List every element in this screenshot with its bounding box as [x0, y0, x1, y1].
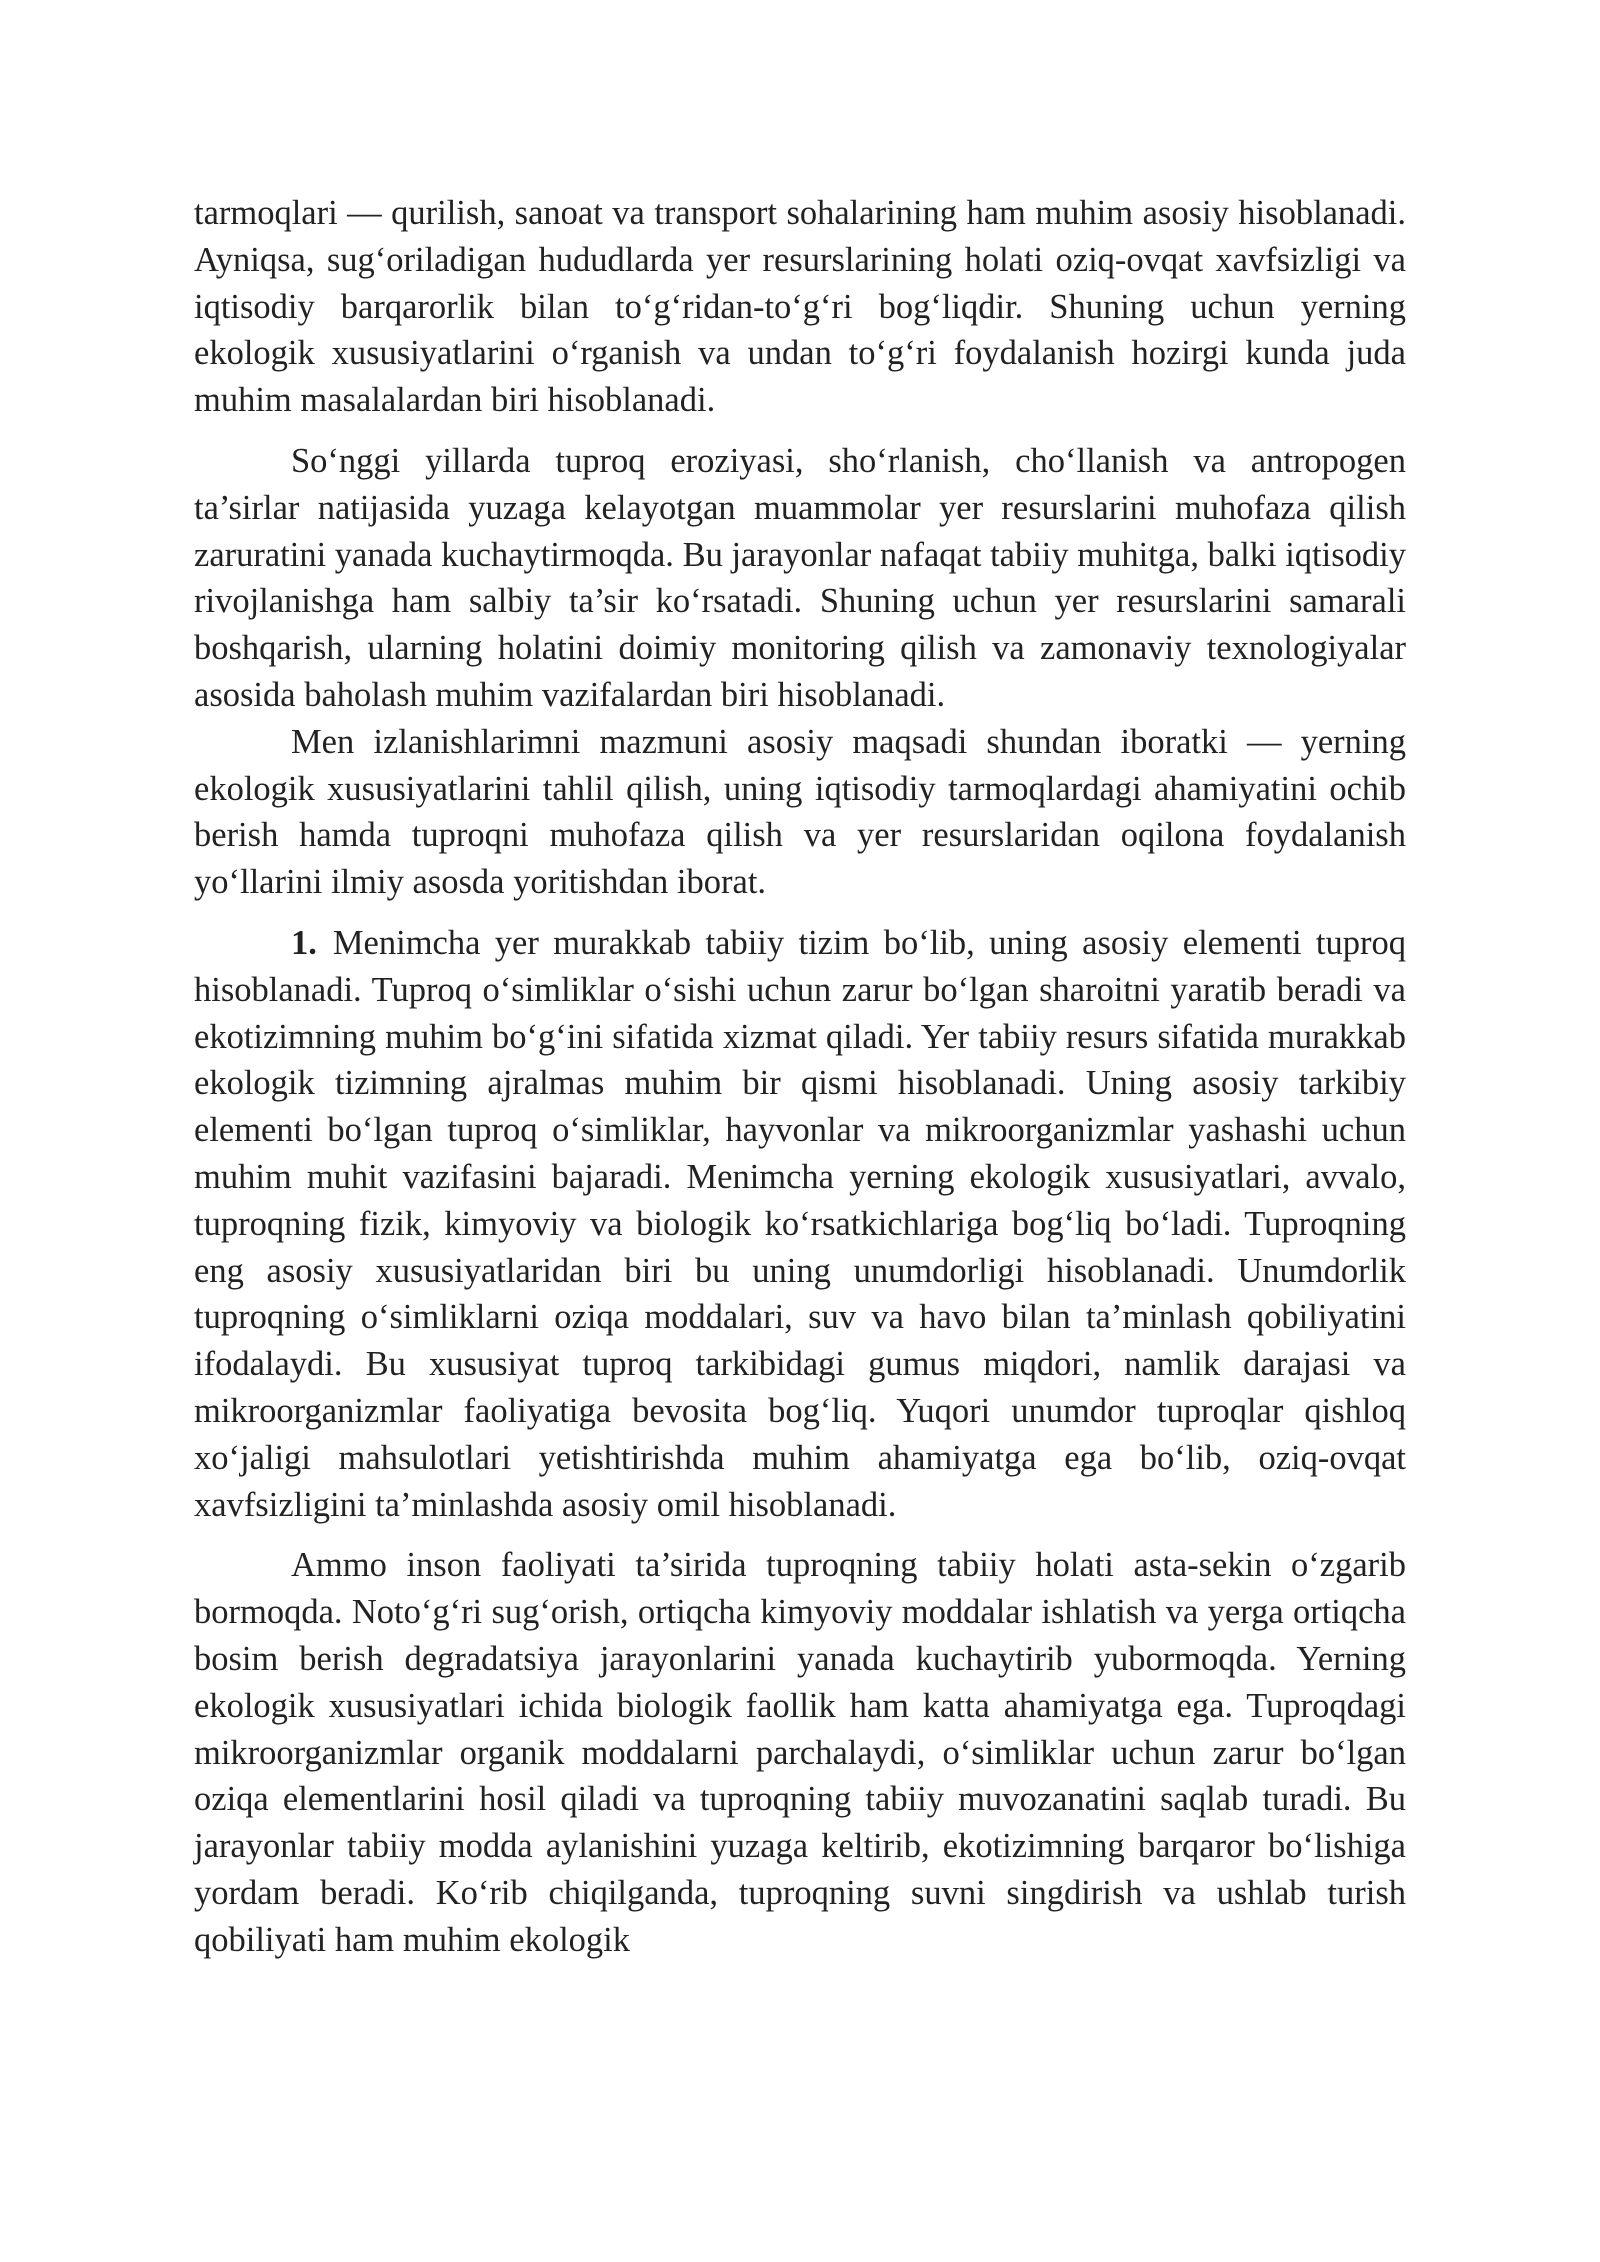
- paragraph-2: So‘nggi yillarda tuproq eroziyasi, sho‘rlanish, cho‘llanish va antropogen ta’sirlar natijasida yuzaga kelayotgan muammolar yer resurslarini muhofaza qilish zaruratini yanada kuchaytirmoqda. Bu jarayonlar nafaqat tabiiy muhitga, balki iqtisodiy rivojlanishga ham salbiy ta’sir ko‘rsatadi. Shuning uchun yer resurslarini samarali boshqarish, ularning holatini doimiy monitoring qilish va zamonaviy texnologiyalar asosida baholash muhim vazifalardan biri hisoblanadi.: [194, 441, 1406, 714]
- body-text: [194, 190, 1406, 1963]
- paragraph-3: Men izlanishlarimni mazmuni asosiy maqsadi shundan iboratki — yerning ekologik xususiyatlarini tahlil qilish, uning iqtisodiy tarmoqlardagi ahamiyatini ochib berish hamda tuproqni muhofaza qilish va yer resurslaridan oqilona foydalanish yo‘llarini ilmiy asosda yoritishdan iborat.: [194, 722, 1406, 902]
- paragraph-1: tarmoqlari — qurilish, sanoat va transport sohalarining ham muhim asosiy hisoblanadi. Ayniqsa, sug‘oriladigan hududlarda yer resurslarining holati oziq-ovqat xavfsizligi va iqtisodiy barqarorlik bilan to‘g‘ridan-to‘g‘ri bog‘liqdir. Shuning uchun yerning ekologik xususiyatlarini o‘rganish va undan to‘g‘ri foydalanish hozirgi kunda juda muhim masalalardan biri hisoblanadi.: [194, 194, 1406, 420]
- paragraph-4: [194, 920, 1406, 1528]
- paragraph-5: Ammo inson faoliyati ta’sirida tuproqning tabiiy holati asta-sekin o‘zgarib bormoqda. Noto‘g‘ri sug‘orish, ortiqcha kimyoviy moddalar ishlatish va yerga ortiqcha bosim berish degradatsiya jarayonlarini yanada kuchaytirib yubormoqda. Yerning ekologik xususiyatlari ichida biologik faollik ham katta ahamiyatga ega. Tuproqdagi mikroorganizmlar organik moddalarni parchalaydi, o‘simliklar uchun zarur bo‘lgan oziqa elementlarini hosil qiladi va tuproqning tabiiy muvozanatini saqlab turadi. Bu jarayonlar tabiiy modda aylanishini yuzaga keltirib, ekotizimning barqaror bo‘lishiga yordam beradi. Ko‘rib chiqilganda, tuproqning suvni singdirish va ushlab turish qobiliyati ham muhim ekologik: [194, 1546, 1406, 1959]
- paragraph-4-text: Menimcha yer murakkab tabiiy tizim bo‘lib, uning asosiy elementi tuproq hisoblanadi. Tuproq o‘simliklar o‘sishi uchun zarur bo‘lgan sharoitni yaratib beradi va ekotizimning muhim bo‘g‘ini sifatida xizmat qiladi. Yer tabiiy resurs sifatida murakkab ekologik tizimning ajralmas muhim bir qismi hisoblanadi. Uning asosiy tarkibiy elementi bo‘lgan tuproq o‘simliklar, hayvonlar va mikroorganizmlar yashashi uchun muhim muhit vazifasini bajaradi. Menimcha yerning ekologik xususiyatlari, avvalo, tuproqning fizik, kimyoviy va biologik ko‘rsatkichlariga bog‘liq bo‘ladi. Tuproqning eng asosiy xususiyatlaridan biri bu uning unumdorligi hisoblanadi. Unumdorlik tuproqning o‘simliklarni oziqa moddalari, suv va havo bilan ta’minlash qobiliyatini ifodalaydi. Bu xususiyat tuproq tarkibidagi gumus miqdori, namlik darajasi va mikroorganizmlar faoliyatiga bevosita bog‘liq. Yuqori unumdor tuproqlar qishloq xo‘jaligi mahsulotlari yetishtirishda muhim ahamiyatga ega bo‘lib, oziq-ovqat xavfsizligini ta’minlashda asosiy omil hisoblanadi.: [194, 923, 1406, 1524]
- list-number: 1.: [291, 923, 317, 962]
